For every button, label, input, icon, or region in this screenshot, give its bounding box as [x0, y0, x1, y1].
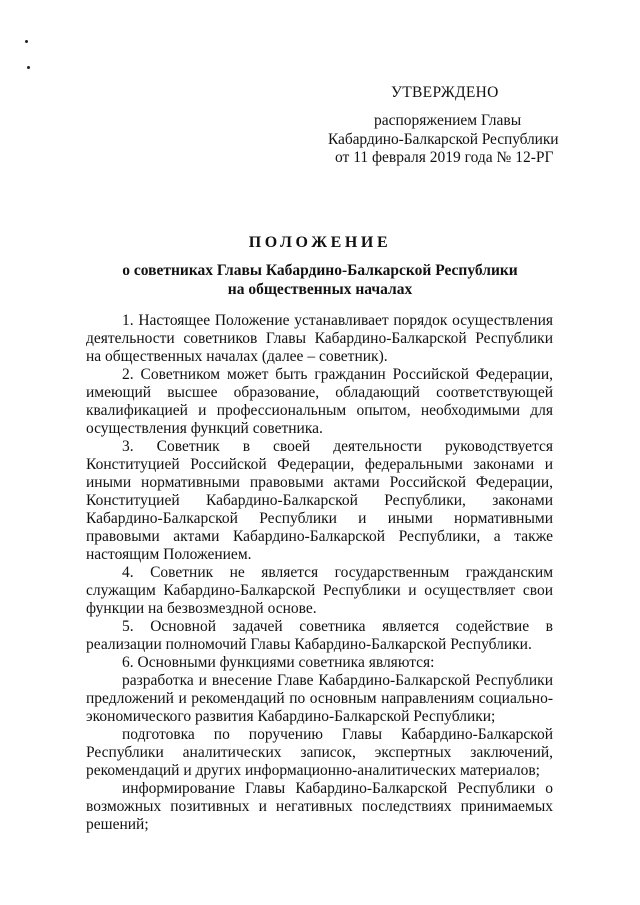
document-subtitle: на общественных началах	[227, 281, 413, 298]
paragraph: 4. Советник не является государственным гражданским служащим Кабардино-Балкарской Республики и осуществляет свои функции на безвозмездной основе.	[86, 564, 553, 617]
document-body	[86, 312, 553, 834]
paragraph: 6. Основными функциями советника являются:	[122, 654, 435, 671]
paragraph: 1. Настоящее Положение устанавливает порядок осуществления деятельности советников Главы Кабардино-Балкарской Республики на общественных началах (далее – советник).	[86, 312, 553, 365]
paragraph: информирование Главы Кабардино-Балкарской Республики о возможных позитивных и негативных последствиях принимаемых решений;	[86, 780, 553, 833]
paragraph: 2. Советником может быть гражданин Российской Федерации, имеющий высшее образование, обладающий соответствующей квалификацией и профессиональным опытом, необходимыми для осуществления функций советника.	[86, 366, 553, 437]
approval-line: распоряжением Главы	[374, 112, 522, 129]
paragraph: подготовка по поручению Главы Кабардино-Балкарской Республики аналитических записок, экспертных заключений, рекомендаций и других информационно-аналитических материалов;	[86, 726, 553, 779]
scan-speck	[25, 40, 28, 43]
paragraph: 5. Основной задачей советника является содействие в реализации полномочий Главы Кабардино-Балкарской Республики.	[86, 618, 553, 653]
scan-speck	[27, 66, 30, 69]
approval-line: от 11 февраля 2019 года № 12-РГ	[335, 149, 554, 166]
paragraph: разработка и внесение Главе Кабардино-Балкарской Республики предложений и рекомендаций по основным направлениям социально-экономического развития Кабардино-Балкарской Республики;	[86, 672, 553, 725]
approval-heading: УТВЕРЖДЕНО	[391, 84, 499, 101]
document-title: ПОЛОЖЕНИЕ	[248, 234, 392, 251]
paragraph: 3. Советник в своей деятельности руководствуется Конституцией Российской Федерации, федеральными законами и иными нормативными правовыми актами Российской Федерации, Конституцией Кабардино-Балкарской Республики, законами Кабардино-Балкарской Республики и иными нормативными правовыми актами Кабардино-Балкарской Республики, а также настоящим Положением.	[86, 438, 553, 563]
document-subtitle: о советниках Главы Кабардино-Балкарской Республики	[122, 262, 518, 279]
approval-line: Кабардино-Балкарской Республики	[328, 131, 559, 148]
